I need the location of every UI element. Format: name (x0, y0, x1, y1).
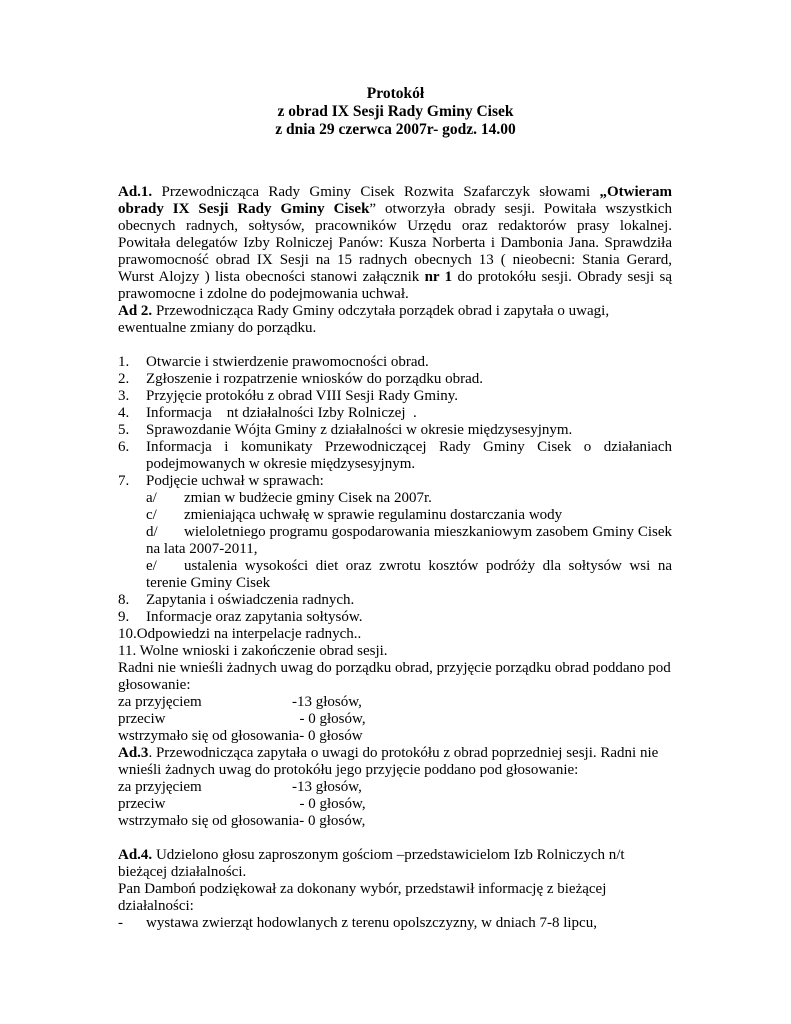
list-item: 5. Sprawozdanie Wójta Gminy z działalności w okresie międzysesyjnym. (118, 422, 573, 438)
agenda-list (118, 354, 672, 660)
title-line-1: Protokół (366, 85, 425, 102)
ad1-quote: „Otwieram obrady IX Sesji Rady Gminy Cisek (118, 184, 672, 217)
vote-row: wstrzymało się od głosowania- 0 głosów (118, 728, 363, 744)
vote-row: przeciw - 0 głosów, (118, 796, 366, 812)
ad2-paragraph: Ad 2. Przewodnicząca Rady Gminy odczytała porządek obrad i zapytała o uwagi, ewentualne zmiany do porządku. (118, 303, 610, 336)
sub-item: d/ wieloletniego programu gospodarowania mieszkaniowym zasobem Gminy Cisek na lata 2007-2011, (146, 524, 672, 557)
ad4-paragraph: Ad.4. Udzielono głosu zaproszonym gościom –przedstawicielom Izb Rolniczych n/t bieżącej działalności. (118, 847, 625, 880)
ad4-label: Ad.4. (118, 847, 153, 863)
bullet-item: - wystawa zwierząt hodowlanych z terenu opolszczyzny, w dniach 7-8 lipcu, (118, 915, 597, 931)
list-item: 2. Zgłoszenie i rozpatrzenie wniosków do porządku obrad. (118, 371, 483, 387)
vote-row: wstrzymało się od głosowania- 0 głosów, (118, 813, 366, 829)
title-line-2: z obrad IX Sesji Rady Gminy Cisek (277, 103, 514, 120)
vote-block-1 (118, 694, 672, 745)
sub-item: e/ ustalenia wysokości diet oraz zwrotu kosztów podróży dla sołtysów wsi na terenie Gminy Cisek (146, 558, 672, 591)
document-body (118, 184, 672, 932)
list-item: 6. Informacja i komunikaty Przewodniczącej Rady Gminy Cisek o działaniach podejmowanych w okresie międzysesyjnym. (118, 439, 672, 472)
pan-paragraph: Pan Damboń podziękował za dokonany wybór, przedstawił informację z bieżącej działalności: (118, 881, 607, 914)
ad1-nr: nr 1 (424, 269, 453, 285)
list-item: 8. Zapytania i oświadczenia radnych. (118, 592, 355, 608)
ad3-paragraph: Ad.3. Przewodnicząca zapytała o uwagi do protokółu z obrad poprzedniej sesji. Radni nie wnieśli żadnych uwag do protokółu jego przyjęcie poddano pod głosowanie: (118, 745, 659, 778)
vote-row: za przyjęciem -13 głosów, (118, 779, 362, 795)
vote-row: przeciw - 0 głosów, (118, 711, 366, 727)
title-line-3: z dnia 29 czerwca 2007r- godz. 14.00 (275, 121, 516, 138)
list-item: 10.Odpowiedzi na interpelacje radnych.. (118, 626, 362, 642)
list-item: 7. Podjęcie uchwał w sprawach: (118, 473, 324, 489)
vote-block-2 (118, 779, 672, 830)
list-item: 3. Przyjęcie protokółu z obrad VIII Sesji Rady Gminy. (118, 388, 459, 404)
radni-paragraph: Radni nie wnieśli żadnych uwag do porządku obrad, przyjęcie porządku obrad poddano pod głosowanie: (118, 660, 671, 693)
list-item: 4. Informacja nt działalności Izby Rolniczej . (118, 405, 417, 421)
list-item: 1. Otwarcie i stwierdzenie prawomocności obrad. (118, 354, 429, 370)
ad1-label: Ad.1. (118, 184, 153, 200)
vote-row: za przyjęciem -13 głosów, (118, 694, 362, 710)
list-item: 9. Informacje oraz zapytania sołtysów. (118, 609, 363, 625)
ad1-paragraph: Ad.1. Przewodnicząca Rady Gminy Cisek Rozwita Szafarczyk słowami „Otwieram obrady IX Sesji Rady Gminy Cisek” otworzyła obrady sesji. Powitała wszystkich obecnych radnych, sołtysów, pracowników Urzędu oraz redaktorów prasy lokalnej. Powitała delegatów Izby Rolniczej Panów: Kusza Norberta i Dambonia Jana. Sprawdziła prawomocność obrad IX Sesji na 15 radnych obecnych 13 ( nieobecni: Stania Gerard, Wurst Alojzy ) lista obecności stanowi załącznik nr 1 do protokółu sesji. Obrady sesji są prawomocne i zdolne do podejmowania uchwał. (118, 184, 673, 302)
sub-item: c/ zmieniająca uchwałę w sprawie regulaminu dostarczania wody (146, 507, 563, 523)
ad3-label: Ad.3 (118, 745, 149, 761)
sub-item: a/ zmian w budżecie gminy Cisek na 2007r. (146, 490, 432, 506)
ad2-label: Ad 2. (118, 303, 153, 319)
document-title (0, 85, 791, 139)
list-item: 11. Wolne wnioski i zakończenie obrad sesji. (118, 643, 388, 659)
